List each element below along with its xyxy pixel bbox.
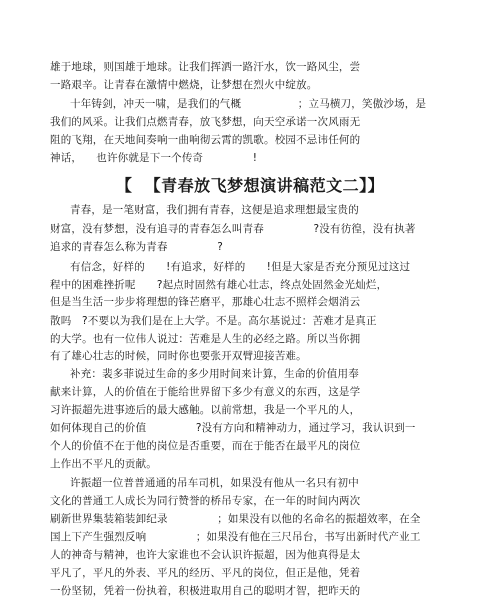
paragraph-line: 人的神奇与精神，也许大家谁也不会认识许振超，因为他真得是太: [50, 549, 361, 561]
paragraph-line: 有了雄心壮志的时候，同时你也要张开双臂迎接苦难。: [50, 350, 307, 362]
paragraph-line: 刷新世界集装箱装卸纪录 ；如果没有以他的名命名的振超效率，在全: [50, 513, 421, 525]
paragraph-line: 文化的普通工人成长为同行赞誉的桥吊专家，在一年的时间内两次: [50, 495, 361, 507]
paragraph-line: 青春，是一笔财富，我们拥有青春，这便是追求理想最宝贵的: [70, 204, 359, 216]
paragraph-line: 的大学。也有一位伟人说过：苦难是人生的必经之路。所以当你拥: [50, 333, 361, 345]
paragraph-line: 如何体现自己的价值 ?没有方向和精神动力，通过学习，我认识到一: [50, 422, 416, 434]
paragraph-line: 个人的价值不在于他的岗位是否重要，而在于能否在最平凡的岗位: [50, 440, 361, 452]
paragraph-line: 有信念，好样的 !有追求，好样的 !但是大家是否充分预见过这过: [70, 261, 411, 273]
paragraph-line: 国上下产生强烈反响 ；如果没有他在三尺吊台，书写出新时代产业工: [50, 531, 421, 543]
paragraph-line: 散吗 ?不要以为我们是在上大学。不是。高尔基说过：苦难才是真正: [50, 315, 377, 327]
paragraph-line: 神话， 也许你就是下一个传奇 !: [50, 152, 258, 164]
paragraph-line: 许振超一位普普通通的吊车司机，如果没有他从一名只有初中: [70, 477, 359, 489]
paragraph-line: 阻的飞翔，在天地间奏响一曲响彻云霄的凯歌。校园不忌讳任何的: [50, 134, 361, 146]
paragraph-line: 我们的风采。让我们点燃青春，放飞梦想，向天空承诺一次风雨无: [50, 116, 361, 128]
paragraph-line: 一份坚韧，凭着一份执着，积极进取用自己的聪明才智，把昨天的: [50, 585, 361, 597]
paragraph-line: 补充：裴多菲说过生命的多少用时间来计算，生命的价值用奉: [70, 368, 359, 380]
section-heading: 【 【青春放飞梦想演讲稿范文二】】: [115, 176, 385, 195]
paragraph-line: 财富，没有梦想，没有追寻的青春怎么叫青春 ?没有彷徨，没有执著: [50, 223, 416, 235]
paragraph-line: 献来计算，人的价值在于能给世界留下多少有意义的东西，这是学: [50, 386, 361, 398]
paragraph-line: 程中的困难挫折呢 ?起点时固然有雄心壮志，终点处固然金光灿烂，: [50, 279, 388, 291]
paragraph-line: 雄于地球，则国雄于地球。让我们挥洒一路汗水，饮一路风尘，尝: [50, 61, 361, 73]
paragraph-line: 十年铸剑，冲天一啸，是我们的气概 ；立马横刀，笑傲沙场，是: [70, 98, 427, 110]
paragraph-line: 上作出不平凡的贡献。: [50, 458, 157, 470]
paragraph-line: 追求的青春怎么称为青春 ?: [50, 241, 223, 253]
paragraph-line: 但是当生活一步步将理想的锋芒磨平，那雄心壮志不照样会烟消云: [50, 296, 361, 308]
paragraph-line: 一路艰辛。让青春在激情中燃烧，让梦想在烈火中绽放。: [50, 79, 318, 91]
paragraph-line: 平凡了，平凡的外表、平凡的经历、平凡的岗位，但正是他，凭着: [50, 567, 361, 579]
paragraph-line: 习许振超先进事迹后的最大感触。以前常想，我是一个平凡的人，: [50, 404, 361, 416]
